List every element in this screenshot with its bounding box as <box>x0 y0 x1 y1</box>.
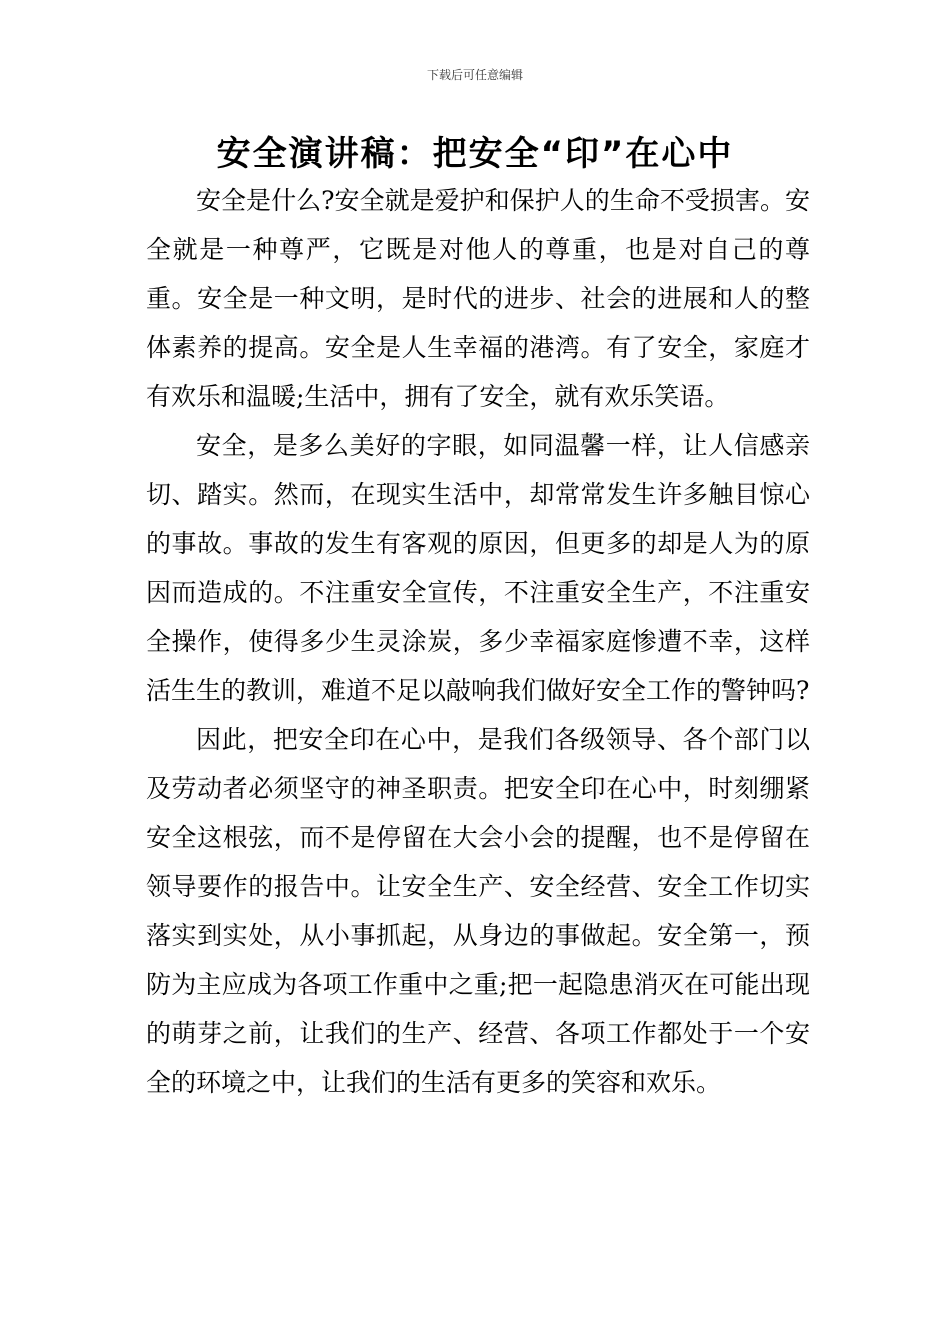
paragraph-3: 因此，把安全印在心中，是我们各级领导、各个部门以及劳动者必须坚守的神圣职责。把安全印在心中，时刻绷紧安全这根弦，而不是停留在大会小会的提醒，也不是停留在领导要作的报告中。让安全生产、安全经营、安全工作切实落实到实处，从小事抓起，从身边的事做起。安全第一，预防为主应成为各项工作重中之重;把一起隐患消灭在可能出现的萌芽之前，让我们的生产、经营、各项工作都处于一个安全的环境之中，让我们的生活有更多的笑容和欢乐。 <box>146 725 810 1097</box>
header-note: 下载后可任意编辑 <box>426 68 523 82</box>
page-title: 安全演讲稿：把安全“印”在心中 <box>216 134 734 174</box>
document-body <box>146 176 810 1107</box>
paragraph-2: 安全，是多么美好的字眼，如同温馨一样，让人信感亲切、踏实。然而，在现实生活中，却常常发生许多触目惊心的事故。事故的发生有客观的原因，但更多的却是人为的原因而造成的。不注重安全宣传，不注重安全生产，不注重安全操作，使得多少生灵涂炭，多少幸福家庭惨遭不幸，这样活生生的教训，难道不足以敲响我们做好安全工作的警钟吗? <box>146 431 810 705</box>
paragraph-1: 安全是什么?安全就是爱护和保护人的生命不受损害。安全就是一种尊严，它既是对他人的尊重，也是对自己的尊重。安全是一种文明，是时代的进步、社会的进展和人的整体素养的提高。安全是人生幸福的港湾。有了安全，家庭才有欢乐和温暖;生活中，拥有了安全，就有欢乐笑语。 <box>146 186 810 411</box>
